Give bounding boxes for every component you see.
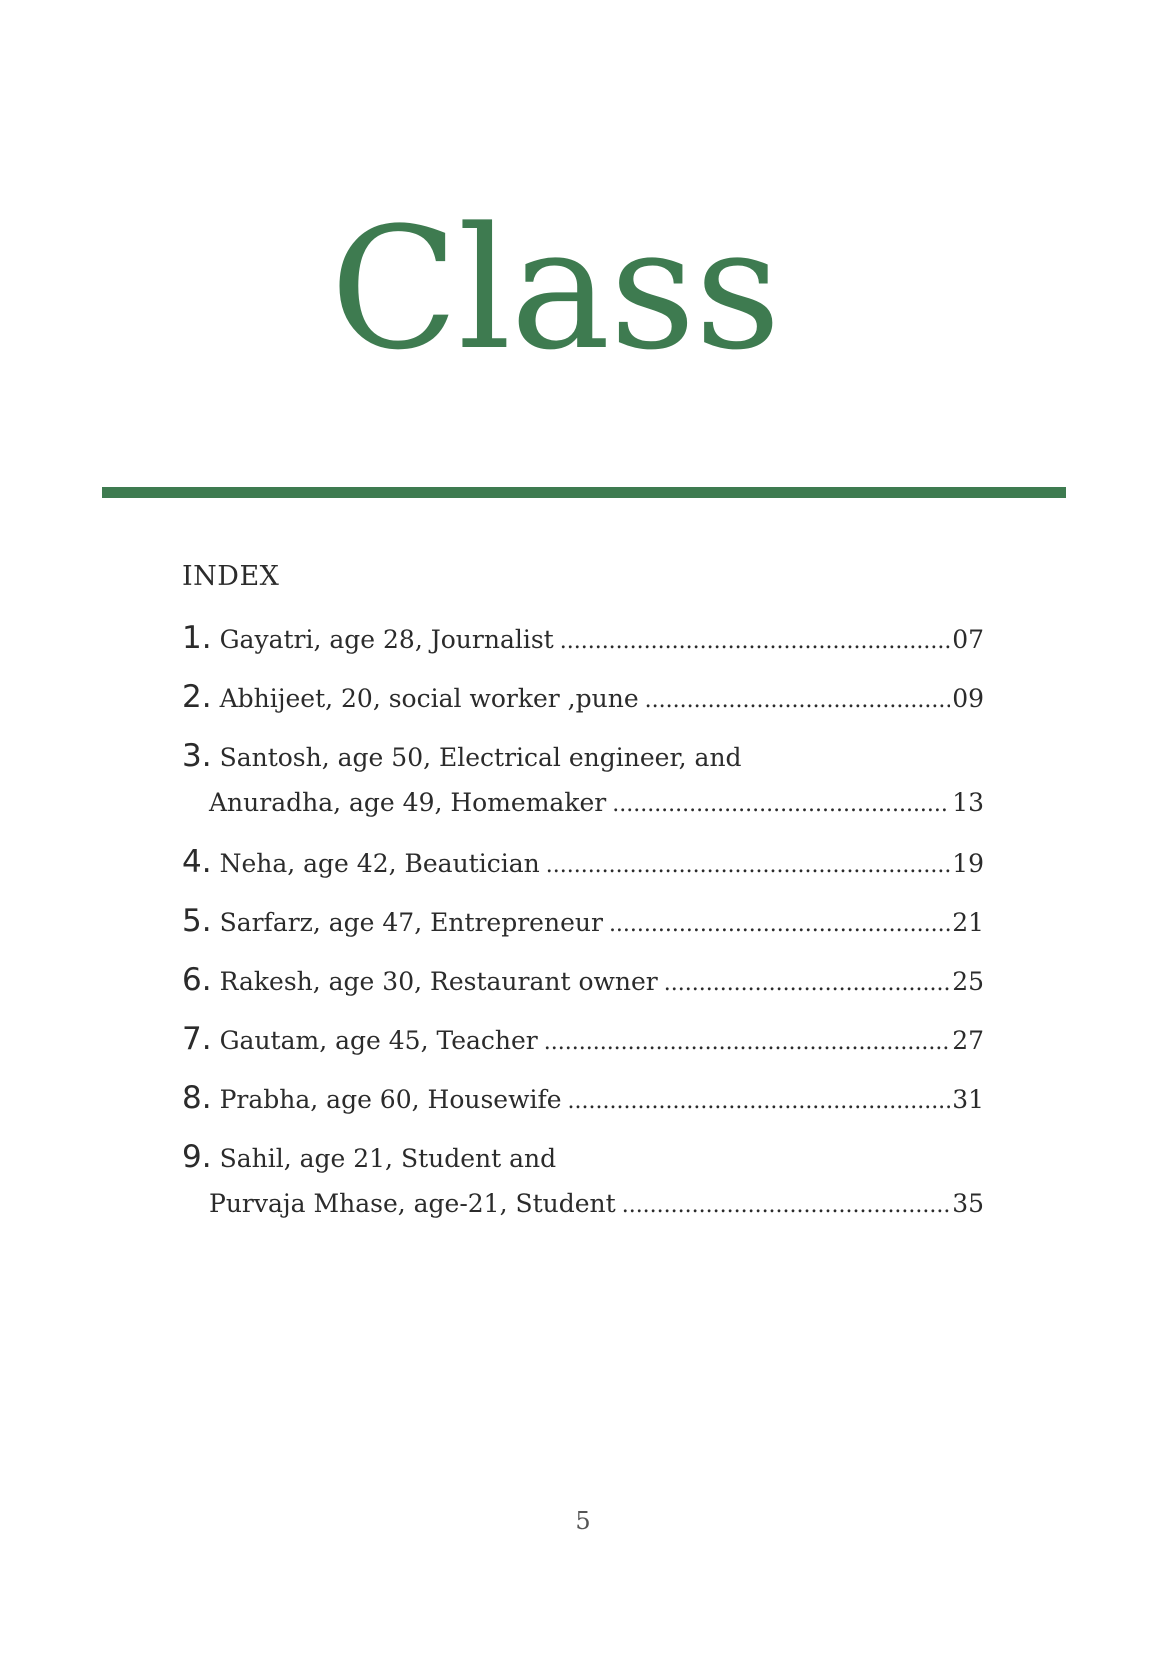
entry-number: 7. [182,1021,212,1057]
entry-number: 4. [182,844,212,880]
entry-text: Gayatri, age 28, Journalist [219,625,554,654]
entry-page: 07 [952,625,984,654]
entry-text: Neha, age 42, Beautician [219,849,540,878]
entry-page: 21 [952,908,984,937]
entry-page: 35 [952,1189,984,1218]
entry-number: 8. [182,1080,212,1116]
table-of-contents [182,620,984,1245]
page-number: 5 [575,1507,591,1535]
entry-page: 19 [952,849,984,878]
toc-entry [182,1080,984,1116]
toc-entry [182,738,984,821]
entry-page: 27 [952,1026,984,1055]
toc-line [182,962,984,998]
toc-entry [182,1021,984,1057]
title-divider [102,487,1066,498]
entry-number: 1. [182,620,212,656]
dot-leader [568,1084,951,1120]
toc-line [182,1139,984,1175]
dot-leader [622,1188,950,1224]
toc-line [182,738,984,774]
entry-continuation-text: Anuradha, age 49, Homemaker [209,788,607,817]
toc-entry [182,962,984,998]
dot-leader [546,848,950,884]
entry-text: Sahil, age 21, Student and [219,1144,557,1173]
toc-line [182,620,984,656]
toc-line-continuation [182,785,984,821]
toc-line [182,679,984,715]
entry-page: 25 [952,967,984,996]
toc-entry [182,844,984,880]
toc-line [182,903,984,939]
toc-entry [182,1139,984,1222]
index-heading: INDEX [182,561,280,592]
entry-number: 6. [182,962,212,998]
dot-leader [664,966,950,1002]
toc-line [182,1080,984,1116]
entry-text: Abhijeet, 20, social worker ,pune [219,684,639,713]
entry-text: Prabha, age 60, Housewife [219,1085,562,1114]
dot-leader [645,683,951,719]
dot-leader [560,624,950,660]
toc-line-continuation [182,1186,984,1222]
toc-entry [182,679,984,715]
entry-text: Santosh, age 50, Electrical engineer, and [219,743,742,772]
entry-number: 3. [182,738,212,774]
entry-number: 2. [182,679,212,715]
entry-continuation-text: Purvaja Mhase, age-21, Student [209,1189,616,1218]
entry-text: Gautam, age 45, Teacher [219,1026,538,1055]
page-title: Class [330,191,780,387]
dot-leader [609,907,950,943]
entry-number: 5. [182,903,212,939]
toc-line [182,844,984,880]
entry-page: 13 [952,788,984,817]
toc-entry [182,903,984,939]
entry-page: 09 [952,684,984,713]
dot-leader [544,1025,950,1061]
toc-entry [182,620,984,656]
entry-text: Rakesh, age 30, Restaurant owner [219,967,658,996]
entry-text: Sarfarz, age 47, Entrepreneur [219,908,603,937]
entry-number: 9. [182,1139,212,1175]
entry-page: 31 [952,1085,984,1114]
dot-leader [612,787,950,823]
toc-line [182,1021,984,1057]
